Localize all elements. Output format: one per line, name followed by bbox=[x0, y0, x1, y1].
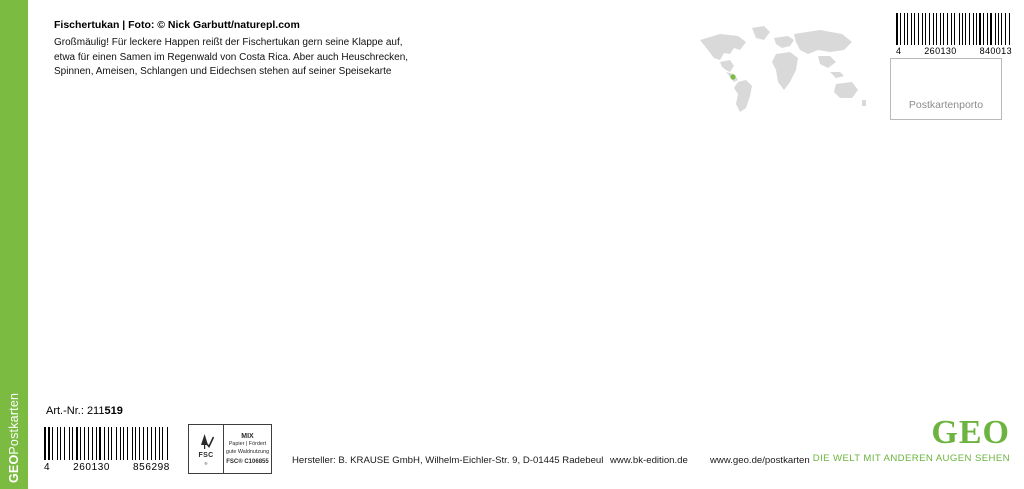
caption-block bbox=[54, 18, 414, 80]
barcode-bar bbox=[990, 13, 992, 45]
barcode-bar bbox=[963, 13, 964, 45]
barcode-bar bbox=[954, 13, 955, 45]
barcode-bar bbox=[998, 13, 999, 45]
barcode-bar bbox=[907, 13, 909, 45]
caption-line: Spinnen, Ameisen, Schlangen und Eidechsen stehen auf seiner Speisekarte bbox=[54, 66, 392, 77]
barcode-bar bbox=[953, 13, 954, 45]
barcode-bar bbox=[927, 13, 928, 45]
barcode-bottom-lead: 4 bbox=[44, 462, 51, 473]
barcode-bar bbox=[925, 13, 926, 45]
brand-spine bbox=[0, 0, 28, 489]
article-number bbox=[46, 405, 123, 417]
article-number-prefix: Art.-Nr.: 211 bbox=[46, 405, 105, 417]
barcode-bar bbox=[918, 13, 919, 45]
barcode-bar bbox=[935, 13, 936, 45]
barcode-bar bbox=[983, 13, 984, 45]
caption-body bbox=[54, 36, 414, 80]
barcode-bar bbox=[976, 13, 977, 45]
geo-wordmark: GEO bbox=[931, 414, 1010, 451]
barcode-bar bbox=[896, 13, 898, 45]
manufacturer-text: Hersteller: B. KRAUSE GmbH, Wilhelm-Eichler-Str. 9, D-01445 Radebeul bbox=[292, 455, 604, 466]
caption-title: Fischertukan | Foto: © Nick Garbutt/naturepl.com bbox=[54, 19, 300, 31]
stamp-label: Postkartenporto bbox=[908, 99, 984, 111]
geo-postcards-url[interactable]: www.geo.de/postkarten bbox=[710, 455, 810, 466]
barcode-top-right: 840013 bbox=[979, 46, 1012, 56]
barcode-bar bbox=[1003, 13, 1005, 45]
barcode-bar bbox=[902, 13, 903, 45]
barcode-bar bbox=[1000, 13, 1001, 45]
barcode-bar bbox=[904, 13, 905, 45]
barcode-ean-top bbox=[896, 13, 1012, 55]
barcode-bar bbox=[936, 13, 937, 45]
barcode-bar bbox=[1010, 13, 1011, 45]
caption-line: etwa für einen Samen im Regenwald von Costa Rica. Aber auch Heuschrecken, bbox=[54, 51, 409, 63]
barcode-bar bbox=[969, 13, 971, 45]
barcode-bar bbox=[933, 13, 934, 45]
barcode-bar bbox=[914, 13, 915, 45]
stamp-area bbox=[890, 58, 1002, 120]
fsc-code: FSC® C106855 bbox=[226, 458, 269, 465]
barcode-bar bbox=[996, 13, 997, 45]
barcode-top-left: 260130 bbox=[924, 46, 957, 56]
barcode-bar bbox=[1009, 13, 1010, 45]
barcode-bar bbox=[971, 13, 972, 45]
barcode-bar bbox=[959, 13, 960, 45]
publisher-url[interactable]: www.bk-edition.de bbox=[610, 455, 688, 466]
barcode-bar bbox=[989, 13, 990, 45]
fsc-line-2: gute Waldnutzung bbox=[225, 448, 270, 455]
barcode-bar bbox=[899, 13, 900, 45]
world-map-icon bbox=[690, 20, 870, 120]
caption-line: Großmäulig! Für leckere Happen reißt der Fischertukan gern seine Klappe auf, bbox=[54, 37, 403, 48]
geo-logo bbox=[813, 416, 1010, 464]
barcode-bar bbox=[979, 13, 981, 45]
barcode-bar bbox=[913, 13, 914, 45]
barcode-bar bbox=[960, 13, 961, 45]
barcode-bar bbox=[916, 13, 917, 45]
tree-checkmark-icon bbox=[198, 432, 214, 450]
barcode-bar bbox=[943, 13, 944, 45]
barcode-bar bbox=[949, 13, 950, 45]
barcode-bar bbox=[967, 13, 968, 45]
barcode-bar bbox=[987, 13, 988, 45]
barcode-bar bbox=[974, 13, 975, 45]
barcode-bar bbox=[905, 13, 906, 45]
barcode-top-bars bbox=[896, 13, 1012, 45]
barcode-bar bbox=[982, 13, 983, 45]
barcode-bar bbox=[931, 13, 932, 45]
barcode-bar bbox=[995, 13, 996, 45]
barcode-bar bbox=[920, 13, 922, 45]
barcode-bar bbox=[945, 13, 946, 45]
barcode-bar bbox=[1001, 13, 1002, 45]
barcode-bottom-right: 856298 bbox=[133, 462, 170, 473]
barcode-bar bbox=[911, 13, 912, 45]
barcode-bar bbox=[909, 13, 910, 45]
barcode-bottom-left: 260130 bbox=[73, 462, 111, 473]
barcode-bar bbox=[940, 13, 941, 45]
barcode-bar bbox=[900, 13, 901, 45]
spine-label bbox=[0, 0, 28, 489]
geo-claim: DIE WELT MIT ANDEREN AUGEN SEHEN bbox=[812, 453, 1010, 464]
barcode-bar bbox=[951, 13, 952, 45]
barcode-bar bbox=[1005, 13, 1006, 45]
barcode-bar bbox=[947, 13, 949, 45]
spine-brand: GEO bbox=[7, 454, 21, 483]
barcode-bar bbox=[1007, 13, 1008, 45]
barcode-bar bbox=[993, 13, 994, 45]
spine-sub: Postkarten bbox=[7, 392, 21, 455]
fsc-wordmark: FSC bbox=[198, 452, 214, 459]
article-number-highlight: 519 bbox=[104, 405, 123, 417]
barcode-top-digits bbox=[896, 45, 1012, 56]
barcode-bar bbox=[962, 13, 963, 45]
barcode-top-lead: 4 bbox=[896, 46, 902, 56]
barcode-bar bbox=[965, 13, 966, 45]
barcode-bar bbox=[938, 13, 940, 45]
barcode-bar bbox=[924, 13, 925, 45]
map-marker bbox=[730, 74, 735, 79]
barcode-bar bbox=[942, 13, 943, 45]
barcode-bar bbox=[985, 13, 986, 45]
fsc-line-1: Papier | Fördert bbox=[228, 440, 267, 447]
barcode-bar bbox=[973, 13, 974, 45]
fsc-trademark: ® bbox=[204, 461, 208, 466]
barcode-bar bbox=[978, 13, 979, 45]
barcode-bar bbox=[956, 13, 958, 45]
barcode-bar bbox=[929, 13, 931, 45]
barcode-bar bbox=[922, 13, 923, 45]
fsc-mix-label: MIX bbox=[241, 432, 254, 440]
